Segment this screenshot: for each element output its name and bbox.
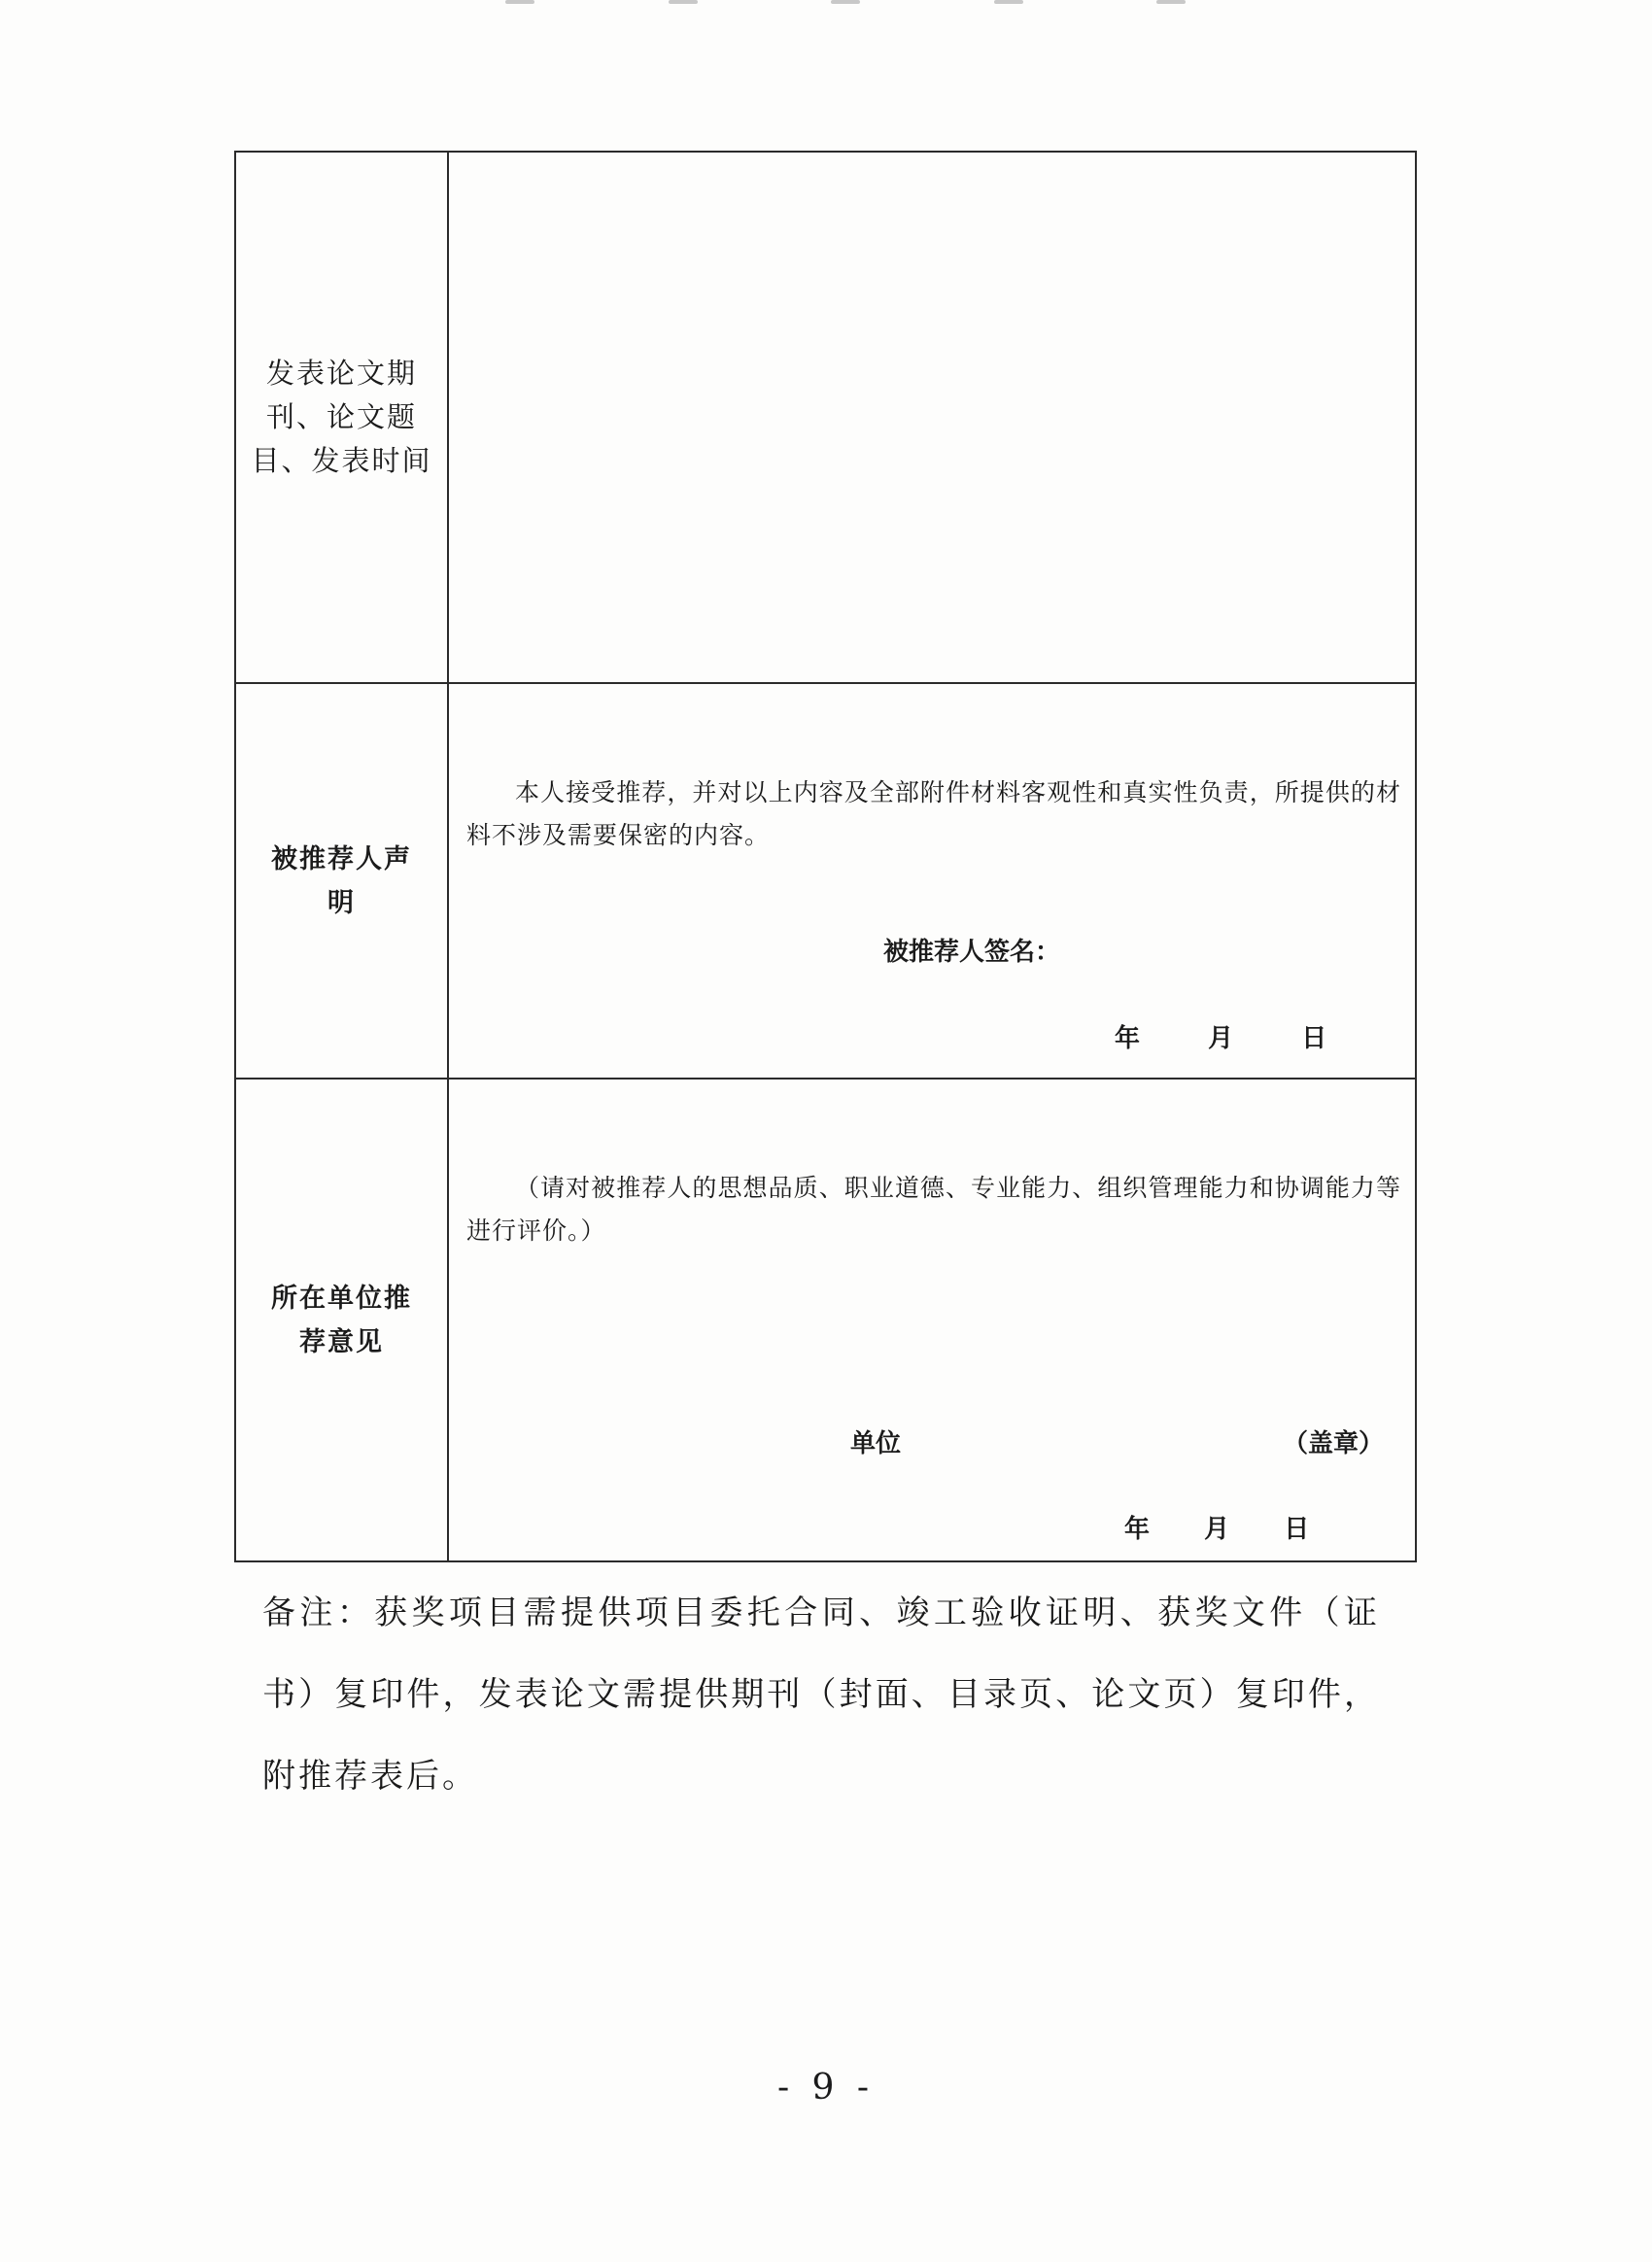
unit-opinion-date xyxy=(1124,1509,1309,1545)
declaration-content xyxy=(449,684,1415,1078)
scan-edge-marks xyxy=(505,0,1186,8)
declaration-label-cell xyxy=(235,683,448,1079)
seal-label: （盖章） xyxy=(1283,1429,1385,1458)
recommendation-form-table xyxy=(234,151,1417,1562)
date-year: 年 xyxy=(1115,1024,1141,1053)
papers-content-cell[interactable] xyxy=(448,152,1416,683)
date-month: 月 xyxy=(1204,1515,1230,1544)
unit-label: 单位 xyxy=(850,1429,902,1458)
papers-row xyxy=(235,152,1416,683)
unit-opinion-content xyxy=(449,1080,1415,1560)
declaration-text: 本人接受推荐，并对以上内容及全部附件材料客观性和真实性负责，所提供的材料不涉及需要保密的内容。 xyxy=(466,778,1401,849)
unit-opinion-label-cell xyxy=(235,1079,448,1561)
date-day: 日 xyxy=(1284,1515,1310,1544)
footnote-remarks: 备注：获奖项目需提供项目委托合同、竣工验收证明、获奖文件（证书）复印件，发表论文需提供期刊（封面、目录页、论文页）复印件，附推荐表后。 xyxy=(262,1594,1380,1796)
page-number: - 9 - xyxy=(776,2068,876,2108)
date-month: 月 xyxy=(1208,1024,1234,1053)
papers-label: 发表论文期刊、论文题目、发表时间 xyxy=(251,357,432,477)
declaration-label: 被推荐人声明 xyxy=(271,843,412,918)
date-year: 年 xyxy=(1124,1515,1151,1544)
unit-opinion-content-cell xyxy=(448,1079,1416,1561)
unit-opinion-instructions: （请对被推荐人的思想品质、职业道德、专业能力、组织管理能力和协调能力等进行评价。） xyxy=(466,1174,1401,1245)
declaration-content-cell xyxy=(448,683,1416,1079)
unit-opinion-row xyxy=(235,1079,1416,1561)
declaration-date xyxy=(1115,1018,1326,1054)
papers-label-cell xyxy=(235,152,448,683)
unit-opinion-label: 所在单位推荐意见 xyxy=(271,1283,412,1357)
declaration-row xyxy=(235,683,1416,1079)
nominee-signature-label: 被推荐人签名： xyxy=(883,938,1061,967)
date-day: 日 xyxy=(1301,1024,1327,1053)
